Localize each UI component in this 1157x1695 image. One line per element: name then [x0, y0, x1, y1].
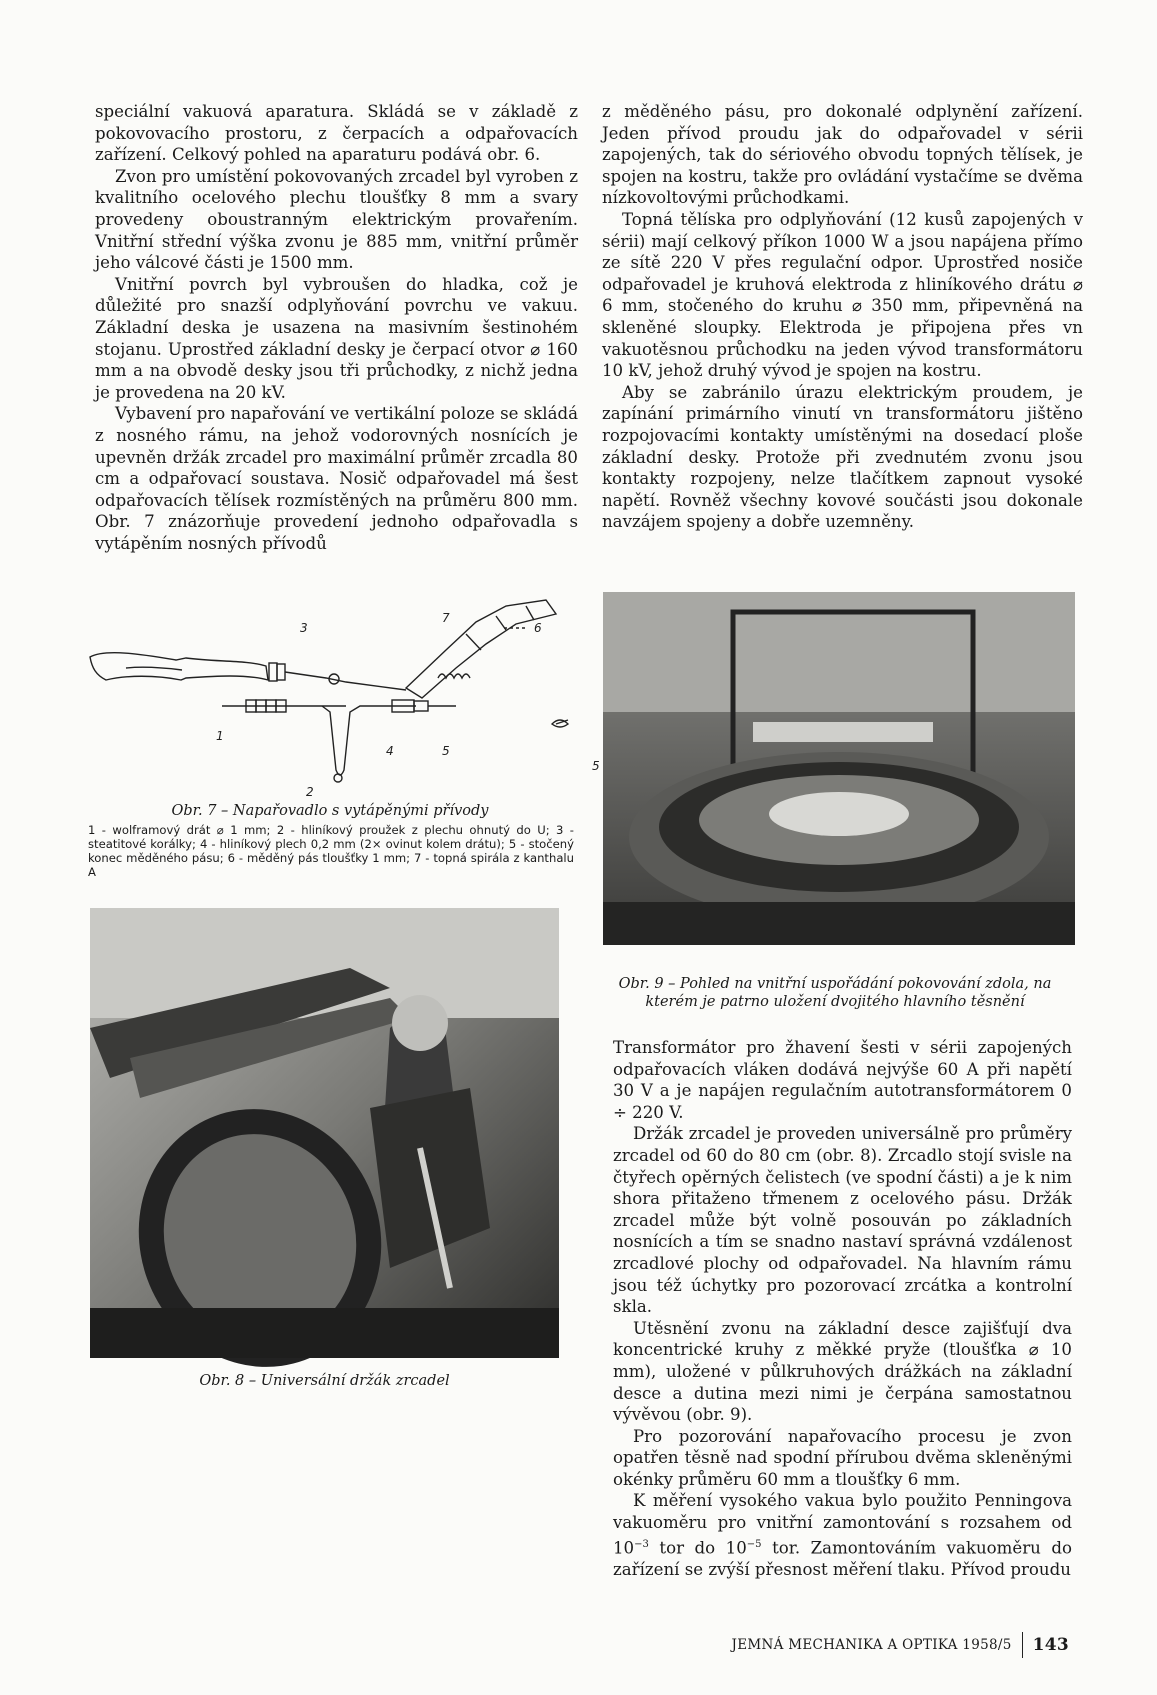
vacuum-interior-photo: [603, 592, 1075, 945]
right-column-lower-text: [613, 1037, 1072, 1580]
paragraph: Utěsnění zvonu na základní desce zajišťují dva koncentrické kruhy z měkké pryže (tloušťka ⌀ 10 mm), uložené v půlkruhových drážkách na základní desce a dutina mezi nimi je čerpána samostatnou vývěvou (obr. 9).: [613, 1318, 1072, 1425]
paragraph: Držák zrcadel je proveden universálně pro průměry zrcadel od 60 do 80 cm (obr. 8). Zrcadlo stojí svisle na čtyřech opěrných čelistech (ve spodní části) a je k nim shora přitaženo třmenem z ocelového pásu. Držák zrcadel může být volně posouván po základních nosnících a tím se snadno nastaví správná vzdálenost zrcadlové plochy od odpařovadel. Na hlavním rámu jsou též úchytky pro pozorovací zrcátka a kontrolní skla.: [613, 1124, 1072, 1317]
paragraph: speciální vakuová aparatura. Skládá se v základě z pokovovacího prostoru, z čerpacích a odpařovacích zařízení. Celkový pohled na aparaturu podává obr. 6.: [95, 102, 578, 165]
label-4: 4: [386, 744, 394, 758]
paragraph: z měděného pásu, pro dokonalé odplynění zařízení. Jeden přívod proudu jak do odpařovadel v sérii zapojených, tak do sériového obvodu topných tělísek, je spojen na kostru, takže pro ovládání vystačíme se dvěma nízkovoltovými průchodkami.: [602, 102, 1083, 208]
label-5-lower: 5: [442, 744, 450, 758]
page-footer: [732, 1632, 1070, 1658]
paragraph: Vybavení pro napařování ve vertikální poloze se skládá z nosného rámu, na jehož vodorovných nosnících je upevněn držák zrcadel pro maximální průměr zrcadla 80 cm a odpařovací soustava. Nosič odpařovadel má šest odpařovacích tělísek rozmístěných na průměru 800 mm. Obr. 7 znázorňuje provedení jednoho odpařovadla s vytápěním nosných přívodů: [95, 404, 578, 553]
figure-7-caption: Obr. 7 – Napařovadlo s vytápěnými přívody: [171, 803, 489, 819]
footer-divider: [1022, 1632, 1023, 1658]
paragraph: Zvon pro umístění pokovovaných zrcadel byl vyroben z kvalitního ocelového plechu tloušťky 8 mm a svary provedeny oboustranným elektrickým provařením. Vnitřní střední výška zvonu je 885 mm, vnitřní průměr jeho válcové části je 1500 mm.: [95, 166, 578, 273]
bead: [277, 664, 285, 680]
heating-spiral: [438, 674, 470, 678]
label-1: 1: [216, 729, 224, 743]
figure-8-caption: Obr. 8 – Universální držák zrcadel: [199, 1373, 450, 1389]
figure-8-photo: [90, 908, 559, 1358]
label-5: 5: [592, 759, 600, 773]
copper-strip-left: [90, 653, 268, 680]
left-column-text: [95, 101, 578, 554]
figure-9-caption: Obr. 9 – Pohled na vnitřní uspořádání pokovování zdola, na kterém je patrno uložení dvojitého hlavního těsnění: [618, 976, 1052, 1010]
paragraph: Transformátor pro žhavení šesti v sérii zapojených odpařovacích vláken dodává nejvýše 60 A při napětí 30 V a je napájen regulačním autotransformátorem 0 ÷ 220 V.: [613, 1038, 1072, 1122]
page-number: 143: [1032, 1635, 1069, 1655]
label-6: 6: [534, 621, 542, 635]
right-column-text: [602, 101, 1083, 533]
paragraph: Pro pozorování napařovacího procesu je zvon opatřen těsně nad spodní přírubou dvěma skleněnými okénky průměru 60 mm a tloušťky 6 mm.: [613, 1426, 1072, 1489]
label-3: 3: [300, 621, 308, 635]
bead: [269, 663, 277, 681]
paragraph: Topná tělíska pro odplyňování (12 kusů zapojených v sérii) mají celkový příkon 1000 W a jsou napájena přímo ze sítě 220 V přes regulační odpor. Uprostřed nosiče odpařovadel je kruhová elektroda z hliníkového drátu ⌀ 6 mm, stočeného do kruhu ⌀ 350 mm, připevněná na skleněné sloupky. Elektroda je připojena přes vn vakuotěsnou průchodku na jeden vývod transformátoru 10 kV, jehož druhý vývod je spojen na kostru.: [602, 209, 1083, 381]
label-2: 2: [306, 785, 314, 799]
paragraph: Aby se zabránilo úrazu elektrickým proudem, je zapínání primárního vinutí vn transformátoru jištěno rozpojovacími kontakty umístěnými na dosedací ploše základní desky. Protože při zvednutém zvonu jsou kontakty rozpojeny, nelze tlačítkem zapnout vysoké napětí. Rovněž všechny kovové součásti jsou dokonale navzájem spojeny a dobře uzemněny.: [602, 382, 1083, 532]
figure-7-legend: 1 - wolframový drát ⌀ 1 mm; 2 - hliníkový proužek z plechu ohnutý do U; 3 - steatitové korálky; 4 - hliníkový plech 0,2 mm (2× ovinut kolem drátu); 5 - stočený konec měděného pásu; 6 - měděný pás tloušťky 1 mm; 7 - topná spirála z kanthalu A: [88, 823, 574, 879]
label-7: 7: [442, 611, 450, 625]
figure-9-photo: [603, 592, 1075, 945]
figure-7-drawing: [86, 600, 600, 800]
paragraph: Vnitřní povrch byl vybroušen do hladka, což je důležité pro snazší odplyňování povrchu ve vakuu. Základní deska je usazena na masivním šestinohém stojanu. Uprostřed základní desky je čerpací otvor ⌀ 160 mm a na obvodě desky jsou tři průchodky, z nichž jedna je provedena na 20 kV.: [95, 274, 578, 402]
evaporator-diagram: [86, 600, 600, 800]
mirror-holder-photo: [90, 908, 559, 1358]
journal-name: JEMNÁ MECHANIKA A OPTIKA 1958/5: [731, 1637, 1012, 1653]
paragraph-vacuum-gauge: K měření vysokého vakua bylo použito Penningova vakuoměru pro vnitřní zamontování s rozsahem od $10^{-3}$ tor do $10^{-5}$ tor. Zamontováním vakuoměru do zařízení se zvýší přesnost měření tlaku. Přívod proudu: [613, 1491, 1072, 1579]
